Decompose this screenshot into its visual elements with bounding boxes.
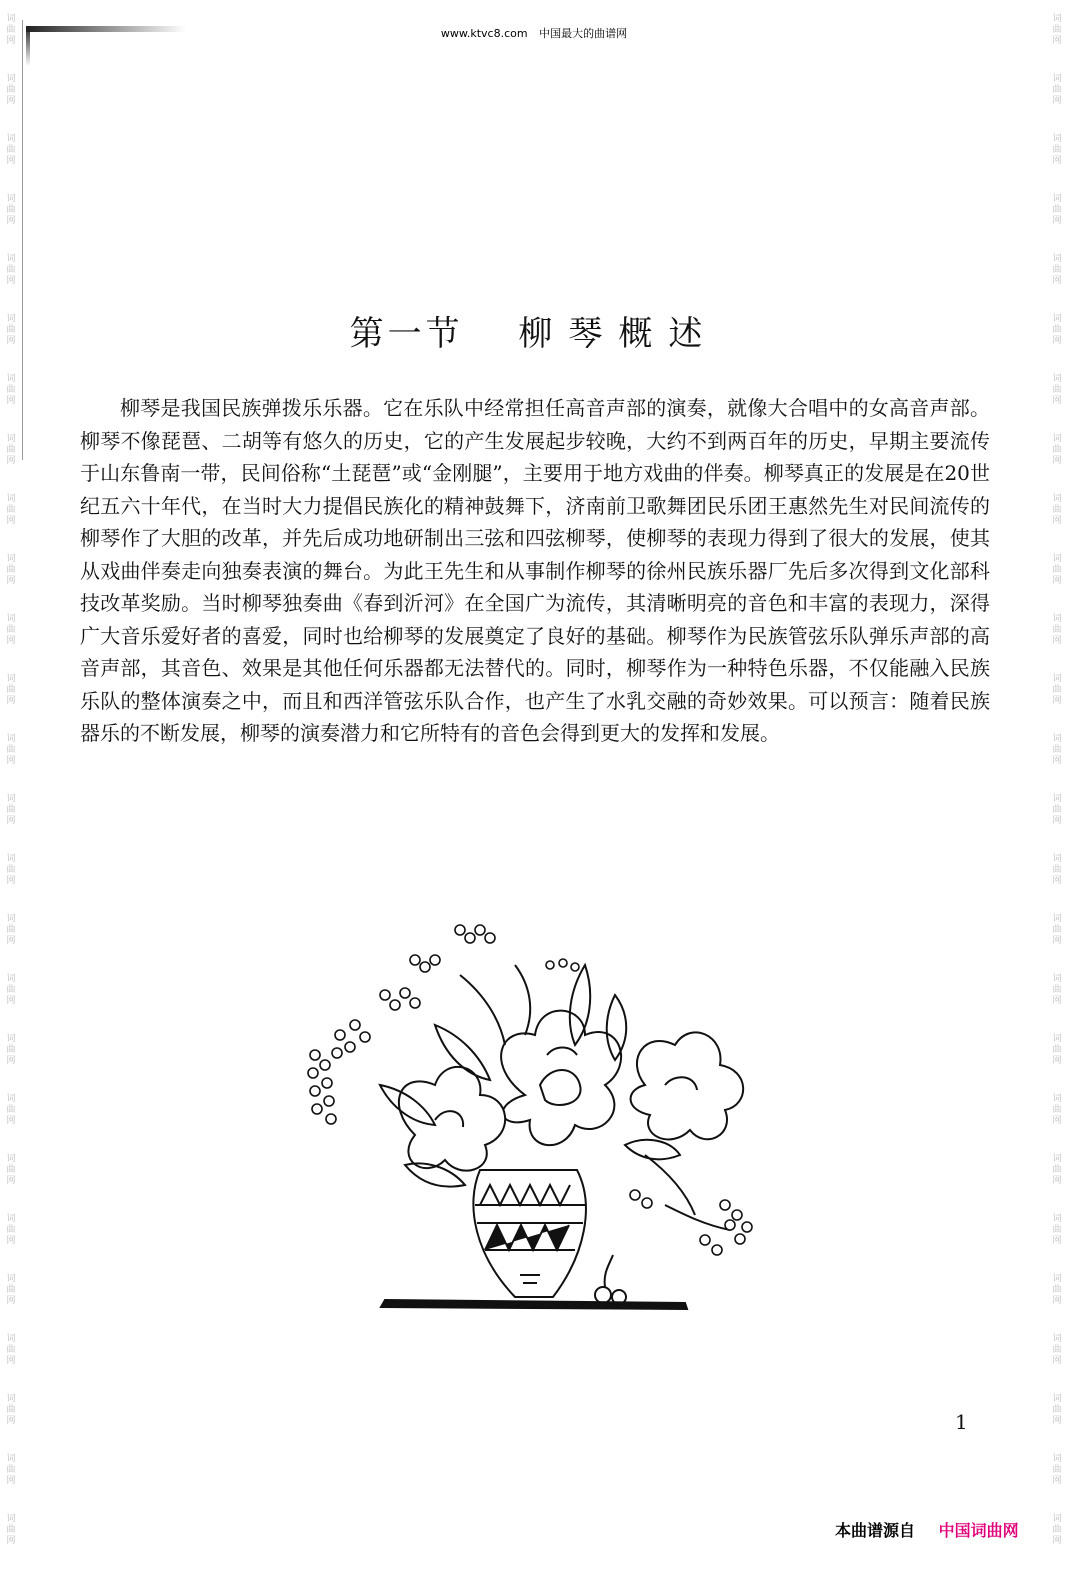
source-label: 本曲谱源自 xyxy=(835,1521,916,1540)
watermark-text: 词 曲 网 xyxy=(1052,193,1062,226)
watermark-text: 词 曲 网 xyxy=(6,193,16,226)
watermark-text: 词 曲 网 xyxy=(1052,13,1062,46)
watermark-text: 词 曲 网 xyxy=(1052,613,1062,646)
watermark-text: 词 曲 网 xyxy=(6,1153,16,1186)
watermark-text: 词 曲 网 xyxy=(6,913,16,946)
watermark-text: 词 曲 网 xyxy=(1052,1333,1062,1366)
watermark-text: 词 曲 网 xyxy=(6,1273,16,1306)
watermark-text: 词 曲 网 xyxy=(6,673,16,706)
watermark-text: 词 曲 网 xyxy=(1052,73,1062,106)
section-name: 柳琴概述 xyxy=(518,314,719,354)
body-paragraph: 柳琴是我国民族弹拨乐乐器。它在乐队中经常担任高音声部的演奏，就像大合唱中的女高音声部。柳琴不像琵琶、二胡等有悠久的历史，它的产生发展起步较晚，大约不到两百年的历史，早期主要流传于山东鲁南一带，民间俗称“土琵琶”或“金刚腿”，主要用于地方戏曲的伴奏。柳琴真正的发展是在20世纪五六十年代，在当时大力提倡民族化的精神鼓舞下，济南前卫歌舞团民乐团王惠然先生对民间流传的柳琴作了大胆的改革，并先后成功地研制出三弦和四弦柳琴，使柳琴的表现力得到了很大的发展，使其从戏曲伴奏走向独奏表演的舞台。为此王先生和从事制作柳琴的徐州民族乐器厂先后多次得到文化部科技改革奖励。当时柳琴独奏曲《春到沂河》在全国广为流传，其清晰明亮的音色和丰富的表现力，深得广大音乐爱好者的喜爱，同时也给柳琴的发展奠定了良好的基础。柳琴作为民族管弦乐队弹乐声部的高音声部，其音色、效果是其他任何乐器都无法替代的。同时，柳琴作为一种特色乐器，不仅能融入民族乐队的整体演奏之中，而且和西洋管弦乐队合作，也产生了水乳交融的奇妙效果。可以预言：随着民族器乐的不断发展，柳琴的演奏潜力和它所特有的音色会得到更大的发挥和发展。 xyxy=(80,396,990,745)
watermark-text: 词 曲 网 xyxy=(6,973,16,1006)
body-text xyxy=(80,392,990,750)
watermark-text: 词 曲 网 xyxy=(6,1393,16,1426)
scan-edge-line xyxy=(22,20,23,460)
watermark-text: 词 曲 网 xyxy=(6,793,16,826)
watermark-text: 词 曲 网 xyxy=(6,133,16,166)
watermark-text: 词 曲 网 xyxy=(1052,373,1062,406)
source-footer xyxy=(835,1518,1019,1541)
watermark-text: 词 曲 网 xyxy=(1052,1033,1062,1066)
watermark-text: 词 曲 网 xyxy=(6,493,16,526)
watermark-text: 词 曲 网 xyxy=(6,13,16,46)
watermark-text: 词 曲 网 xyxy=(1052,1153,1062,1186)
watermark-text: 词 曲 网 xyxy=(1052,1453,1062,1486)
watermark-text: 词 曲 网 xyxy=(1052,1273,1062,1306)
flower-vase-illustration xyxy=(285,905,765,1315)
watermark-text: 词 曲 网 xyxy=(6,313,16,346)
page-number: 1 xyxy=(955,1410,968,1434)
watermark-text: 词 曲 网 xyxy=(1052,313,1062,346)
watermark-text: 词 曲 网 xyxy=(1052,1213,1062,1246)
watermark-text: 词 曲 网 xyxy=(6,433,16,466)
watermark-text: 词 曲 网 xyxy=(1052,553,1062,586)
section-number: 第一节 xyxy=(349,314,464,354)
section-title xyxy=(0,306,1068,355)
watermark-text: 词 曲 网 xyxy=(1052,793,1062,826)
watermark-text: 词 曲 网 xyxy=(6,853,16,886)
watermark-text: 词 曲 网 xyxy=(6,613,16,646)
watermark-text: 词 曲 网 xyxy=(6,1093,16,1126)
watermark-text: 词 曲 网 xyxy=(6,1213,16,1246)
watermark-text: 词 曲 网 xyxy=(1052,673,1062,706)
site-header xyxy=(0,25,1068,41)
watermark-text: 词 曲 网 xyxy=(6,373,16,406)
watermark-text: 词 曲 网 xyxy=(1052,433,1062,466)
right-watermark-strip xyxy=(1046,0,1068,1571)
source-site-link[interactable]: 中国词曲网 xyxy=(938,1521,1019,1540)
watermark-text: 词 曲 网 xyxy=(1052,973,1062,1006)
watermark-text: 词 曲 网 xyxy=(1052,733,1062,766)
watermark-text: 词 曲 网 xyxy=(1052,913,1062,946)
watermark-text: 词 曲 网 xyxy=(1052,253,1062,286)
watermark-text: 词 曲 网 xyxy=(6,1513,16,1546)
watermark-text: 词 曲 网 xyxy=(6,1453,16,1486)
watermark-text: 词 曲 网 xyxy=(6,553,16,586)
header-tagline: 中国最大的曲谱网 xyxy=(539,27,628,40)
header-url[interactable]: www.ktvc8.com xyxy=(440,27,528,40)
watermark-text: 词 曲 网 xyxy=(1052,1393,1062,1426)
watermark-text: 词 曲 网 xyxy=(1052,493,1062,526)
watermark-text: 词 曲 网 xyxy=(6,253,16,286)
watermark-text: 词 曲 网 xyxy=(1052,133,1062,166)
watermark-text: 词 曲 网 xyxy=(6,73,16,106)
watermark-text: 词 曲 网 xyxy=(1052,1513,1062,1546)
watermark-text: 词 曲 网 xyxy=(6,1033,16,1066)
watermark-text: 词 曲 网 xyxy=(1052,853,1062,886)
watermark-text: 词 曲 网 xyxy=(6,733,16,766)
left-watermark-strip xyxy=(0,0,22,1571)
watermark-text: 词 曲 网 xyxy=(6,1333,16,1366)
watermark-text: 词 曲 网 xyxy=(1052,1093,1062,1126)
